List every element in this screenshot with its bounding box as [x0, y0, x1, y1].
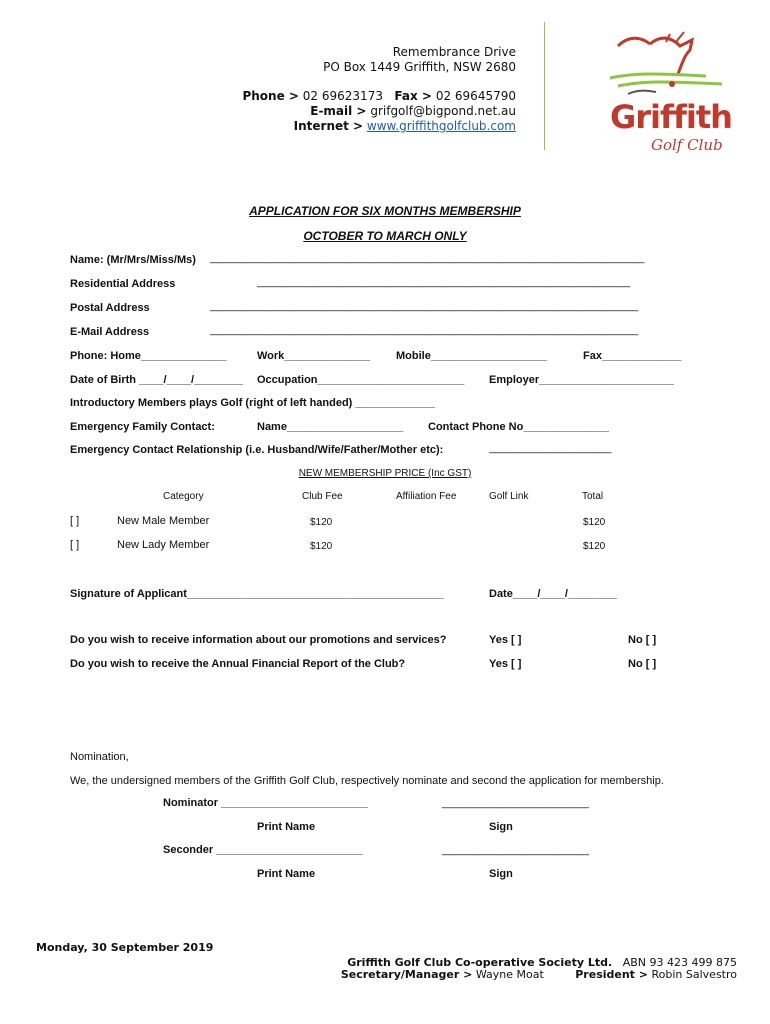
- phone-work-field[interactable]: Work______________: [257, 350, 370, 362]
- fax-number: 02 69645790: [435, 89, 516, 103]
- financial-report-no-checkbox[interactable]: No [ ]: [628, 658, 657, 670]
- emergency-name-field[interactable]: Name___________________: [257, 421, 404, 433]
- postal-address-label: Postal Address: [70, 302, 150, 314]
- residential-address-field[interactable]: _____________________________________________________________: [257, 276, 631, 288]
- emergency-phone-field[interactable]: Contact Phone No______________: [428, 421, 609, 433]
- pricing-header-club-fee: Club Fee: [302, 491, 343, 502]
- secretary-name: Wayne Moat: [475, 968, 544, 981]
- footer-date: Monday, 30 September 2019: [36, 941, 214, 954]
- phone-fax-line: [242, 89, 516, 103]
- male-member-club-fee: $120: [310, 517, 333, 528]
- seconder-sign-field[interactable]: ________________________: [442, 844, 589, 856]
- financial-report-question: Do you wish to receive the Annual Financial Report of the Club?: [70, 658, 406, 670]
- president-label: President >: [575, 968, 648, 981]
- lady-member-total: $120: [583, 541, 606, 552]
- fax-field[interactable]: Fax_____________: [583, 350, 682, 362]
- postal-address-field[interactable]: ______________________________________________________________________: [210, 300, 639, 312]
- lady-member-checkbox[interactable]: [ ]: [70, 539, 80, 551]
- name-field[interactable]: _______________________________________________________________________: [210, 252, 645, 264]
- abn-number: ABN 93 423 499 875: [622, 956, 737, 969]
- phone-home-field[interactable]: Phone: Home______________: [70, 350, 227, 362]
- promotions-question: Do you wish to receive information about our promotions and services?: [70, 634, 447, 646]
- email-address-field[interactable]: ______________________________________________________________________: [210, 324, 639, 336]
- form-subtitle: OCTOBER TO MARCH ONLY: [303, 229, 467, 243]
- society-name: Griffith Golf Club Co-operative Society Ltd.: [347, 956, 613, 969]
- email-address-label: E-Mail Address: [70, 326, 150, 338]
- signature-date-field[interactable]: Date____/____/________: [489, 588, 617, 600]
- occupation-field[interactable]: Occupation________________________: [257, 374, 465, 386]
- internet-label: Internet >: [293, 119, 364, 133]
- website-link[interactable]: www.griffithgolfclub.com: [366, 119, 516, 133]
- pricing-header-total: Total: [582, 491, 604, 502]
- form-title: APPLICATION FOR SIX MONTHS MEMBERSHIP: [249, 204, 521, 218]
- promotions-yes-checkbox[interactable]: Yes [ ]: [489, 634, 522, 646]
- email-label: E-mail >: [310, 104, 367, 118]
- footer-officers-line: [341, 968, 737, 981]
- seconder-field[interactable]: Seconder ________________________: [163, 844, 364, 856]
- pricing-header-affiliation-fee: Affiliation Fee: [396, 491, 457, 502]
- logo-wordmark: Griffith: [610, 98, 732, 136]
- date-of-birth-field[interactable]: Date of Birth ____/____/________: [70, 374, 244, 386]
- president-name: Robin Salvestro: [651, 968, 737, 981]
- nominator-field[interactable]: Nominator ________________________: [163, 797, 368, 809]
- nominator-sign-label: Sign: [489, 821, 513, 833]
- seconder-print-name-label: Print Name: [257, 868, 316, 880]
- male-member-total: $120: [583, 517, 606, 528]
- relationship-field[interactable]: ____________________: [489, 442, 612, 454]
- lady-member-club-fee: $120: [310, 541, 333, 552]
- nomination-heading: Nomination,: [70, 751, 129, 763]
- pricing-heading: NEW MEMBERSHIP PRICE (Inc GST): [298, 468, 472, 479]
- promotions-no-checkbox[interactable]: No [ ]: [628, 634, 657, 646]
- address-line-2: PO Box 1449 Griffith, NSW 2680: [323, 60, 516, 74]
- nominator-sign-field[interactable]: ________________________: [442, 797, 589, 809]
- applicant-signature-field[interactable]: Signature of Applicant__________________________________________: [70, 588, 444, 600]
- seconder-sign-label: Sign: [489, 868, 513, 880]
- logo-subtitle: Golf Club: [651, 136, 723, 154]
- internet-line: [294, 119, 516, 133]
- emergency-contact-label: Emergency Family Contact:: [70, 421, 215, 433]
- phone-label: Phone >: [242, 89, 299, 103]
- fax-label: Fax >: [394, 89, 432, 103]
- phone-mobile-field[interactable]: Mobile___________________: [396, 350, 548, 362]
- introductory-handedness-field[interactable]: Introductory Members plays Golf (right of left handed) _____________: [70, 397, 435, 409]
- male-member-checkbox[interactable]: [ ]: [70, 515, 80, 527]
- lady-member-category: New Lady Member: [117, 539, 210, 551]
- header-divider: [544, 22, 545, 150]
- residential-address-label: Residential Address: [70, 278, 176, 290]
- name-label: Name: (Mr/Mrs/Miss/Ms): [70, 254, 196, 266]
- email-address: grifgolf@bigpond.net.au: [370, 104, 516, 118]
- secretary-label: Secretary/Manager >: [340, 968, 473, 981]
- nomination-statement: We, the undersigned members of the Griffith Golf Club, respectively nominate and second the application for membership.: [70, 775, 664, 787]
- financial-report-yes-checkbox[interactable]: Yes [ ]: [489, 658, 522, 670]
- pricing-header-category: Category: [163, 491, 204, 502]
- male-member-category: New Male Member: [117, 515, 210, 527]
- email-line: [310, 104, 516, 118]
- employer-field[interactable]: Employer______________________: [489, 374, 674, 386]
- relationship-label: Emergency Contact Relationship (i.e. Husband/Wife/Father/Mother etc):: [70, 444, 444, 456]
- pricing-header-golf-link: Golf Link: [489, 491, 529, 502]
- nominator-print-name-label: Print Name: [257, 821, 316, 833]
- address-line-1: Remembrance Drive: [392, 45, 516, 59]
- phone-number: 02 69623173: [302, 89, 383, 103]
